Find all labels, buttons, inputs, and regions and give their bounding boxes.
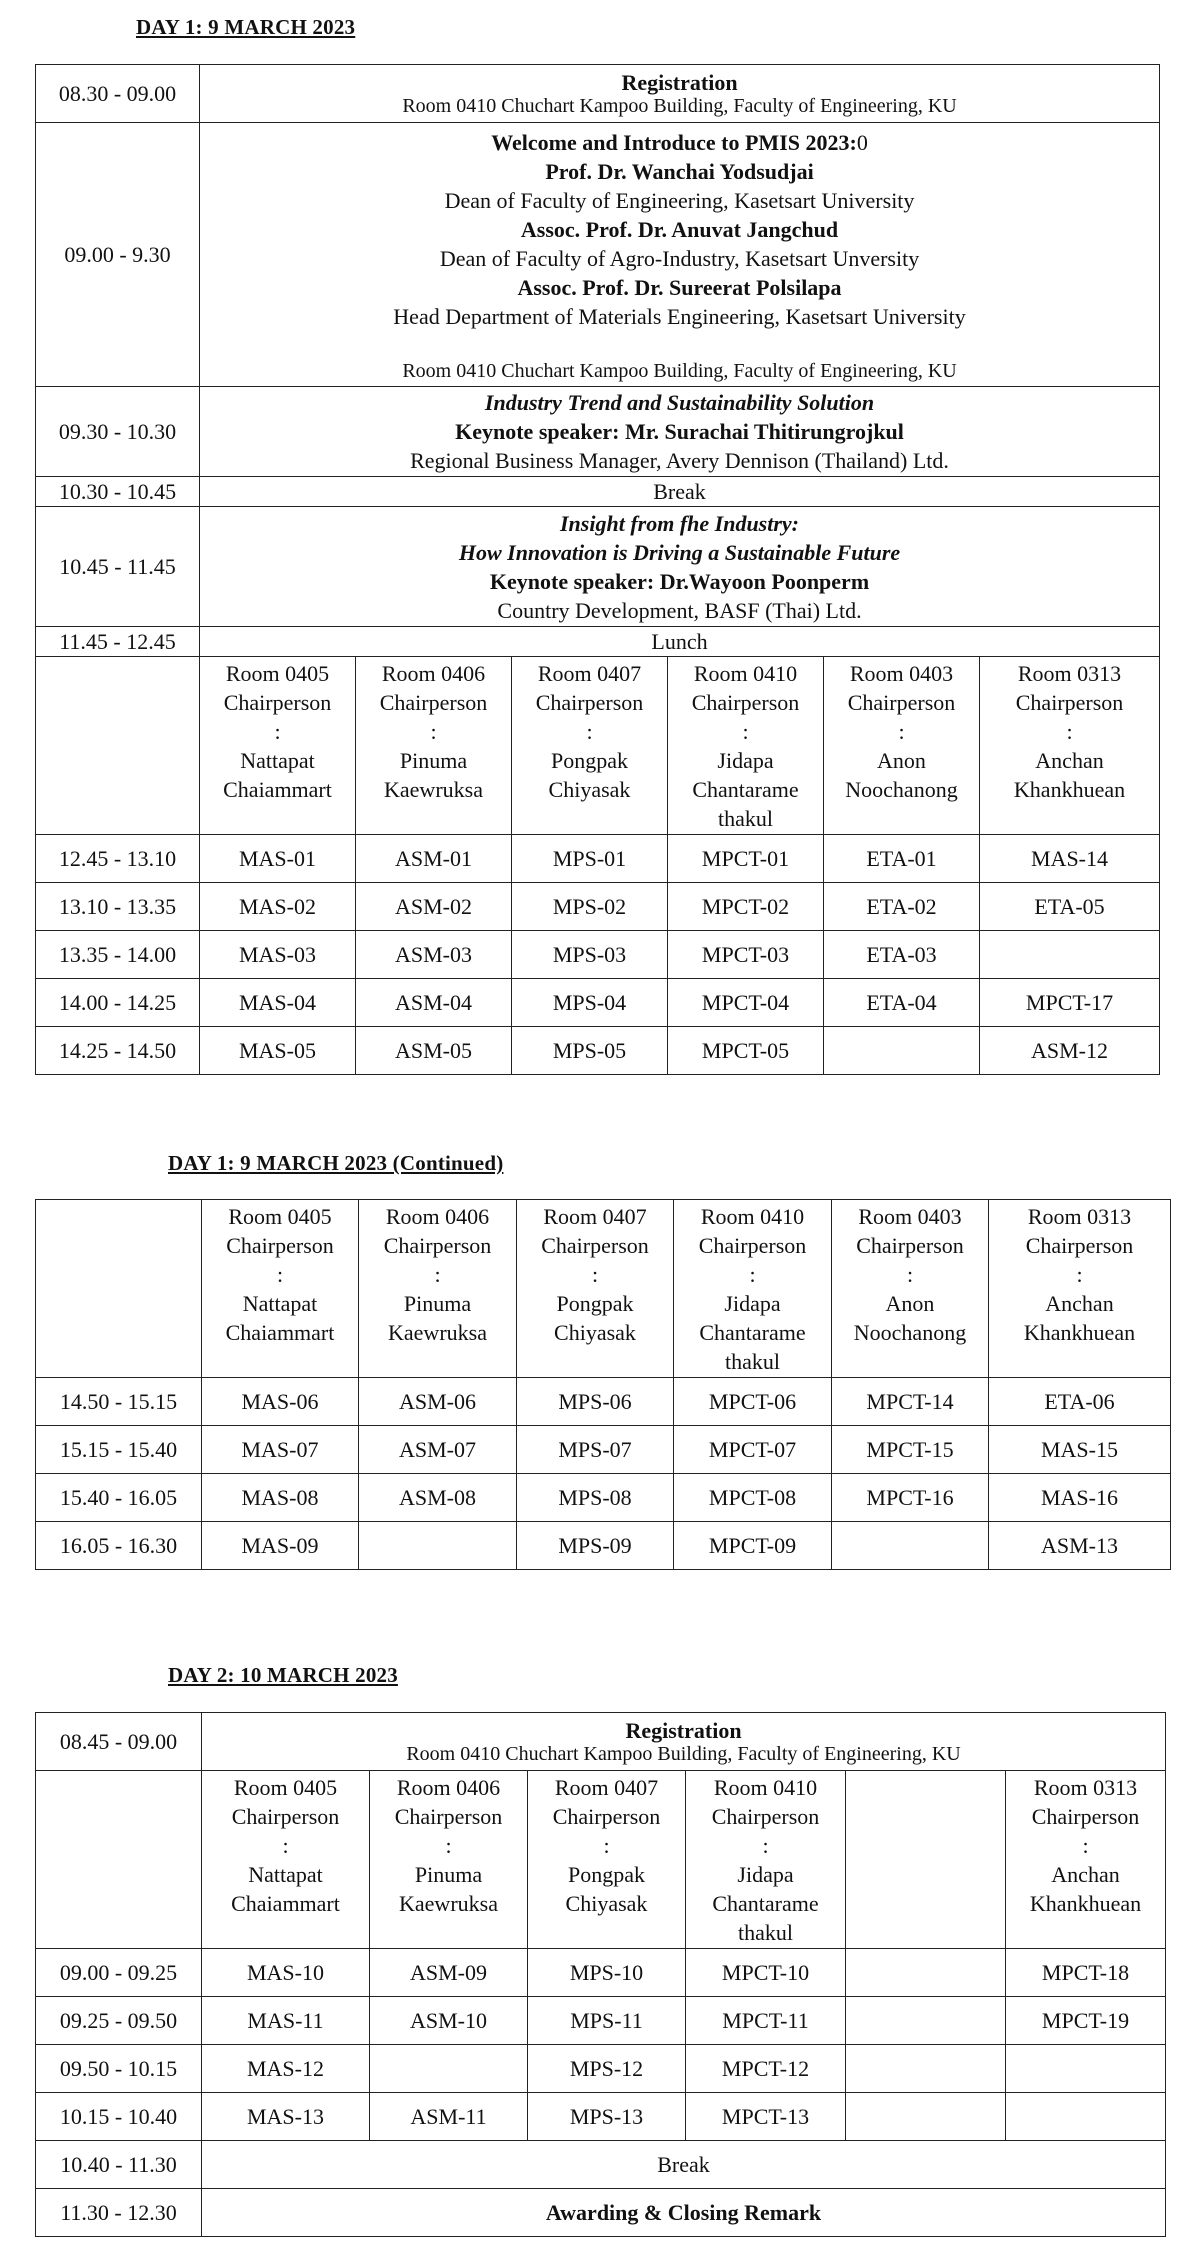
time-cell: 09.00 - 9.30 [36,123,200,387]
time-cell: 11.30 - 12.30 [36,2189,202,2237]
session-cell [846,2093,1006,2141]
session-cell: ASM-01 [356,835,512,883]
speaker-name: Prof. Dr. Wanchai Yodsudjai [545,158,814,184]
keynote-speaker: Keynote speaker: Dr.Wayoon Poonperm [489,568,870,594]
session-cell: MPS-06 [517,1378,674,1426]
speaker-role: Dean of Faculty of Agro-Industry, Kasetsart Unversity [439,245,920,271]
time-cell: 14.00 - 14.25 [36,979,200,1027]
table-row [36,1949,1166,1997]
time-cell: 08.45 - 09.00 [36,1713,202,1771]
day1-rooms-header-row [36,657,1160,835]
session-cell: MPCT-09 [674,1522,832,1570]
table-row [36,1027,1160,1075]
session-cell [824,1027,980,1075]
time-cell: 12.45 - 13.10 [36,835,200,883]
session-cell: MPCT-05 [668,1027,824,1075]
registration-cell [202,1713,1166,1771]
session-cell: ASM-12 [980,1027,1160,1075]
session-cell: MPS-10 [528,1949,686,1997]
time-cell: 16.05 - 16.30 [36,1522,202,1570]
room-header-cell: Room 0405 Chairperson : Nattapat Chaiammart [202,1771,370,1949]
session-cell [832,1522,989,1570]
day1-lunch-row [36,627,1160,657]
table-row [36,1522,1171,1570]
day1-registration-row [36,65,1160,123]
registration-title: Registration [625,1717,742,1743]
registration-title: Registration [621,69,738,95]
table-row [36,1474,1171,1522]
session-cell: ASM-13 [989,1522,1171,1570]
session-cell: MAS-13 [202,2093,370,2141]
speaker-role: Head Department of Materials Engineering, Kasetsart University [393,303,966,329]
time-cell: 14.25 - 14.50 [36,1027,200,1075]
session-cell [980,931,1160,979]
room-header-cell: Room 0403 Chairperson : Anon Noochanong [824,657,980,835]
session-cell: MAS-12 [202,2045,370,2093]
session-cell: ASM-07 [359,1426,517,1474]
room-header-cell: Room 0407 Chairperson : Pongpak Chiyasak [512,657,668,835]
table-row [36,2045,1166,2093]
break-cell: Break [200,477,1160,507]
table-row [36,1426,1171,1474]
day1-continued-rooms-header-row [36,1200,1171,1378]
lunch-cell: Lunch [200,627,1160,657]
session-cell [846,2045,1006,2093]
session-cell: MPCT-17 [980,979,1160,1027]
session-cell [846,1997,1006,2045]
keynote-cell [200,387,1160,477]
session-cell: ASM-03 [356,931,512,979]
table-row [36,835,1160,883]
empty-cell [36,657,200,835]
speaker-name: Assoc. Prof. Dr. Sureerat Polsilapa [517,274,842,300]
session-cell: ASM-02 [356,883,512,931]
session-cell: MAS-08 [202,1474,359,1522]
session-cell [1006,2045,1166,2093]
session-cell: MPCT-08 [674,1474,832,1522]
room-header-cell: Room 0407 Chairperson : Pongpak Chiyasak [528,1771,686,1949]
session-cell: MPS-08 [517,1474,674,1522]
session-cell: MAS-16 [989,1474,1171,1522]
room-header-cell: Room 0410 Chairperson : Jidapa Chantarame thakul [668,657,824,835]
keynote-affiliation: Regional Business Manager, Avery Dennison (Thailand) Ltd. [410,448,949,473]
session-cell: ASM-09 [370,1949,528,1997]
time-cell: 14.50 - 15.15 [36,1378,202,1426]
session-cell: MAS-04 [200,979,356,1027]
session-cell: ETA-06 [989,1378,1171,1426]
session-cell: ETA-02 [824,883,980,931]
keynote-title-line2: How Innovation is Driving a Sustainable Future [458,539,901,565]
time-cell: 08.30 - 09.00 [36,65,200,123]
room-header-cell: Room 0407 Chairperson : Pongpak Chiyasak [517,1200,674,1378]
session-cell: MAS-11 [202,1997,370,2045]
time-cell: 09.50 - 10.15 [36,2045,202,2093]
session-cell: MPCT-03 [668,931,824,979]
day1-welcome-row [36,123,1160,387]
table-row [36,883,1160,931]
session-cell: MPCT-10 [686,1949,846,1997]
session-cell: MAS-02 [200,883,356,931]
session-cell: MPCT-07 [674,1426,832,1474]
day2-heading: DAY 2: 10 MARCH 2023 [168,1663,398,1687]
room-header-cell: Room 0405 Chairperson : Nattapat Chaiammart [202,1200,359,1378]
session-cell: MAS-06 [202,1378,359,1426]
session-cell [1006,2093,1166,2141]
session-cell: MPS-01 [512,835,668,883]
time-cell: 10.15 - 10.40 [36,2093,202,2141]
break-cell: Break [202,2141,1166,2189]
session-cell: ASM-08 [359,1474,517,1522]
keynote-cell [200,507,1160,627]
session-cell: MPS-02 [512,883,668,931]
session-cell: ETA-05 [980,883,1160,931]
session-cell: MAS-07 [202,1426,359,1474]
room-header-cell: Room 0410 Chairperson : Jidapa Chantarame thakul [686,1771,846,1949]
session-cell: MPCT-18 [1006,1949,1166,1997]
session-cell: ASM-06 [359,1378,517,1426]
session-cell: ETA-04 [824,979,980,1027]
time-cell: 10.45 - 11.45 [36,507,200,627]
session-cell: ASM-04 [356,979,512,1027]
session-cell: MPS-07 [517,1426,674,1474]
session-cell: MPS-13 [528,2093,686,2141]
session-cell: ETA-03 [824,931,980,979]
keynote-speaker: Keynote speaker: Mr. Surachai Thitirungrojkul [455,419,904,444]
time-cell: 10.30 - 10.45 [36,477,200,507]
session-cell: MPCT-16 [832,1474,989,1522]
room-header-cell: Room 0313 Chairperson : Anchan Khankhuean [980,657,1160,835]
session-cell: MAS-10 [202,1949,370,1997]
keynote-title: Industry Trend and Sustainability Solution [484,390,875,415]
session-cell: MAS-09 [202,1522,359,1570]
session-cell: MPS-05 [512,1027,668,1075]
day1-break-row [36,477,1160,507]
welcome-title-suffix: 0 [856,129,868,155]
room-header-cell: Room 0410 Chairperson : Jidapa Chantarame thakul [674,1200,832,1378]
room-header-cell: Room 0406 Chairperson : Pinuma Kaewruksa [370,1771,528,1949]
session-cell [846,1949,1006,1997]
day1-continued-table [35,1199,1171,1570]
session-cell: MPCT-19 [1006,1997,1166,2045]
time-cell: 13.35 - 14.00 [36,931,200,979]
session-cell: MPCT-11 [686,1997,846,2045]
day1-keynote2-row [36,507,1160,627]
session-cell: MPS-11 [528,1997,686,2045]
session-cell: MPCT-04 [668,979,824,1027]
session-cell: ETA-01 [824,835,980,883]
empty-cell [846,1771,1006,1949]
day1-heading: DAY 1: 9 MARCH 2023 [136,15,356,39]
time-cell: 09.00 - 09.25 [36,1949,202,1997]
day2-registration-row [36,1713,1166,1771]
session-cell [370,2045,528,2093]
speaker-name: Assoc. Prof. Dr. Anuvat Jangchud [520,216,839,242]
table-row [36,2093,1166,2141]
session-cell: ASM-10 [370,1997,528,2045]
session-cell: MPS-03 [512,931,668,979]
table-row [36,931,1160,979]
session-cell: MPS-09 [517,1522,674,1570]
session-cell: MPS-12 [528,2045,686,2093]
day1-keynote1-row [36,387,1160,477]
day1-continued-heading: DAY 1: 9 MARCH 2023 (Continued) [168,1151,504,1175]
room-header-cell: Room 0313 Chairperson : Anchan Khankhuean [1006,1771,1166,1949]
welcome-cell [200,123,1160,387]
closing-cell: Awarding & Closing Remark [202,2189,1166,2237]
room-header-cell: Room 0403 Chairperson : Anon Noochanong [832,1200,989,1378]
time-cell: 09.25 - 09.50 [36,1997,202,2045]
table-row [36,1997,1166,2045]
room-header-cell: Room 0406 Chairperson : Pinuma Kaewruksa [356,657,512,835]
keynote-affiliation: Country Development, BASF (Thai) Ltd. [497,597,862,623]
empty-cell [36,1200,202,1378]
session-cell [359,1522,517,1570]
session-cell: MPS-04 [512,979,668,1027]
registration-venue: Room 0410 Chuchart Kampoo Building, Faculty of Engineering, KU [406,1742,961,1765]
time-cell: 13.10 - 13.35 [36,883,200,931]
registration-cell [200,65,1160,123]
session-cell: MAS-14 [980,835,1160,883]
keynote-title-line1: Insight from fhe Industry: [560,510,800,536]
session-cell: MAS-05 [200,1027,356,1075]
session-cell: MPCT-12 [686,2045,846,2093]
welcome-title: Welcome and Introduce to PMIS 2023: [491,129,857,155]
session-cell: MAS-15 [989,1426,1171,1474]
session-cell: MPCT-06 [674,1378,832,1426]
session-cell: ASM-05 [356,1027,512,1075]
session-cell: MPCT-01 [668,835,824,883]
session-cell: MAS-03 [200,931,356,979]
session-cell: ASM-11 [370,2093,528,2141]
day2-break-row [36,2141,1166,2189]
table-row [36,1378,1171,1426]
speaker-role: Dean of Faculty of Engineering, Kasetsart University [444,187,915,213]
time-cell: 10.40 - 11.30 [36,2141,202,2189]
day1-schedule-table [35,64,1160,1075]
session-cell: MAS-01 [200,835,356,883]
room-header-cell: Room 0405 Chairperson : Nattapat Chaiammart [200,657,356,835]
session-cell: MPCT-02 [668,883,824,931]
session-cell: MPCT-13 [686,2093,846,2141]
welcome-venue: Room 0410 Chuchart Kampoo Building, Faculty of Engineering, KU [402,359,957,382]
time-cell: 09.30 - 10.30 [36,387,200,477]
table-row [36,979,1160,1027]
session-cell: MPCT-14 [832,1378,989,1426]
time-cell: 15.15 - 15.40 [36,1426,202,1474]
day2-schedule-table [35,1712,1166,2237]
day2-rooms-header-row [36,1771,1166,1949]
session-cell: MPCT-15 [832,1426,989,1474]
time-cell: 15.40 - 16.05 [36,1474,202,1522]
room-header-cell: Room 0313 Chairperson : Anchan Khankhuean [989,1200,1171,1378]
registration-venue: Room 0410 Chuchart Kampoo Building, Faculty of Engineering, KU [402,94,957,117]
time-cell: 11.45 - 12.45 [36,627,200,657]
day2-closing-row [36,2189,1166,2237]
room-header-cell: Room 0406 Chairperson : Pinuma Kaewruksa [359,1200,517,1378]
empty-cell [36,1771,202,1949]
